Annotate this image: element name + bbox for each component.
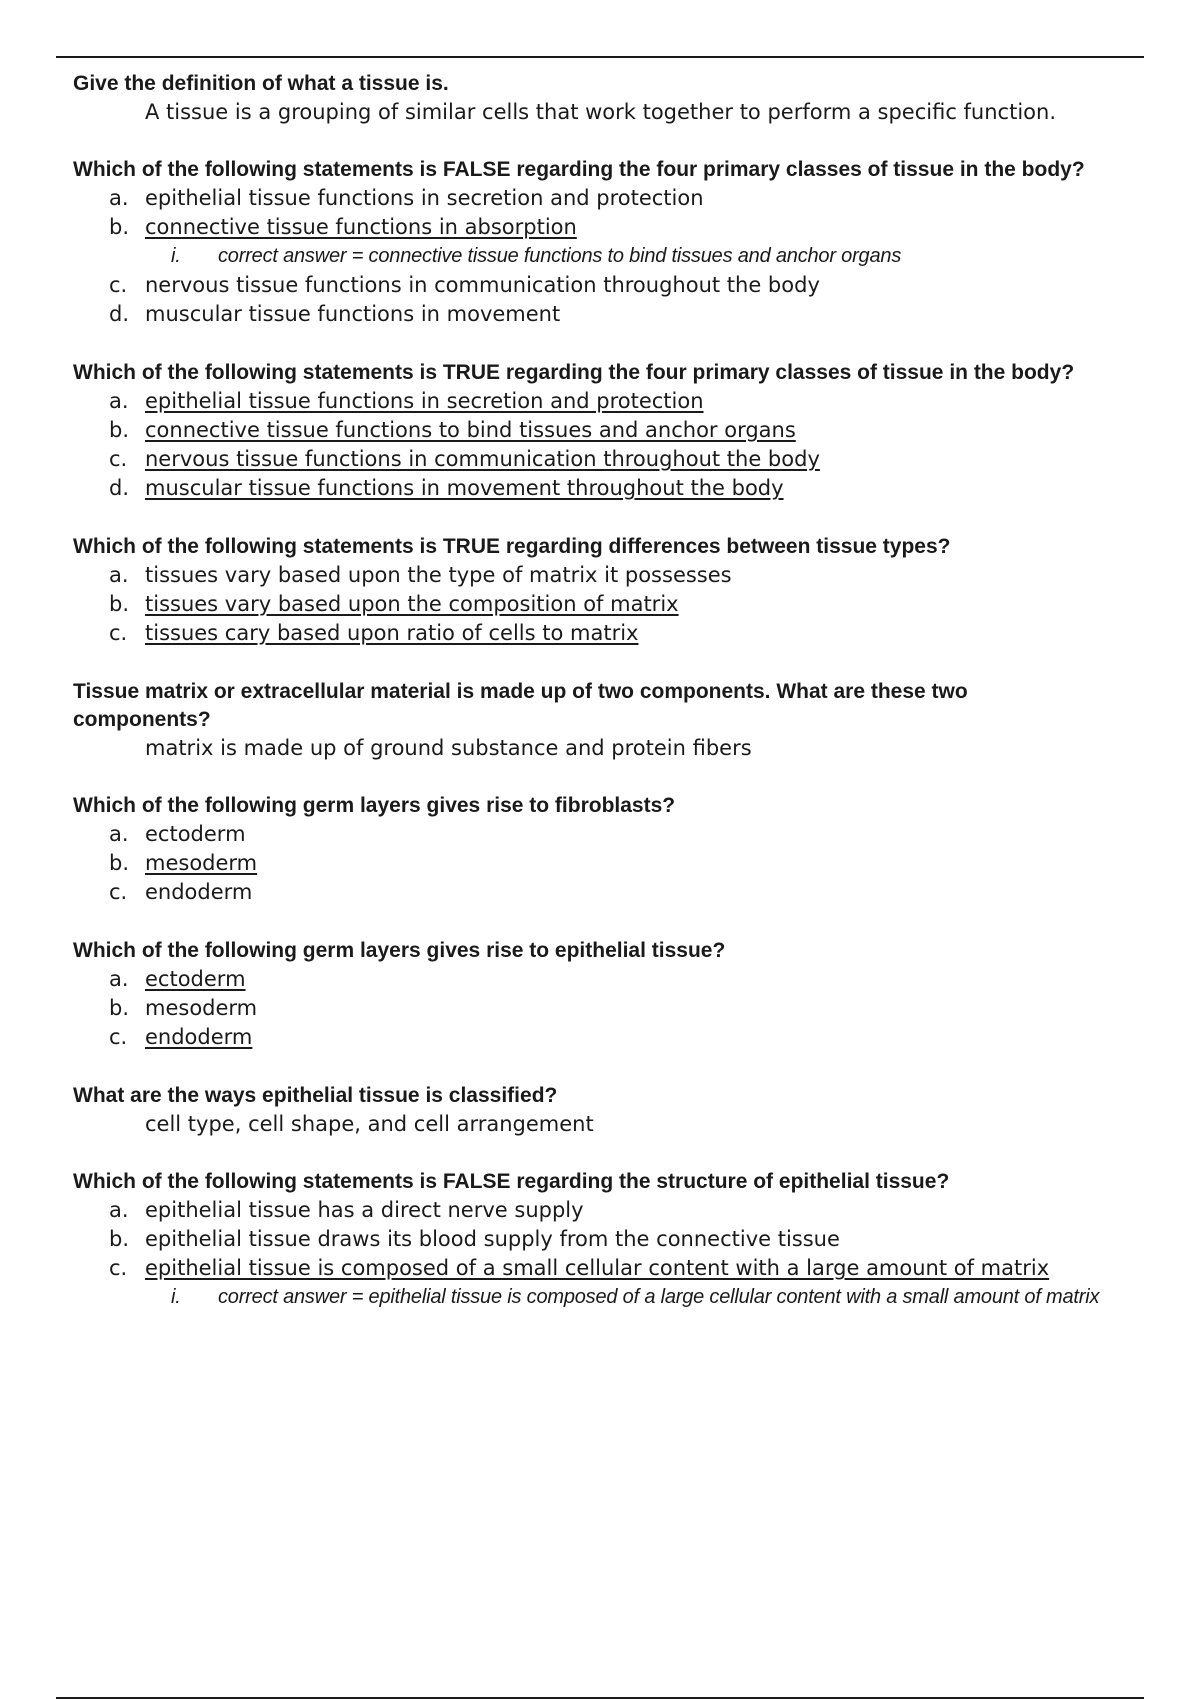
option-label: a.	[109, 563, 129, 587]
option-text: tissues vary based upon the type of matrix it possesses	[145, 563, 732, 587]
option-label: a.	[109, 1198, 129, 1222]
option-label: a.	[109, 967, 129, 991]
option-label: d.	[109, 476, 130, 500]
option-text-underlined: nervous tissue functions in communication throughout the body	[145, 447, 820, 471]
question-text: Give the definition of what a tissue is.	[73, 72, 449, 95]
option-text: endoderm	[145, 880, 253, 904]
question-block	[73, 359, 1153, 503]
answer-text: cell type, cell shape, and cell arrangement	[145, 1112, 594, 1136]
option-list	[73, 820, 1153, 907]
question-text: Which of the following statements is TRUE regarding differences between tissue types?	[73, 535, 951, 558]
option-text-underlined: connective tissue functions to bind tissues and anchor organs	[145, 418, 796, 442]
question-block	[73, 1082, 1153, 1138]
option-text: epithelial tissue functions in secretion and protection	[145, 186, 704, 210]
question-block	[73, 937, 1153, 1052]
option-text: nervous tissue functions in communication throughout the body	[145, 273, 820, 297]
option-label: b.	[109, 215, 130, 239]
option-item	[73, 1196, 1153, 1225]
option-item	[73, 590, 1153, 619]
option-text-underlined: tissues vary based upon the composition of matrix	[145, 592, 679, 616]
answer-note	[73, 242, 1153, 271]
option-item	[73, 1023, 1153, 1052]
question-text: What are the ways epithelial tissue is classified?	[73, 1084, 558, 1107]
question-block	[73, 533, 1153, 648]
option-text: muscular tissue functions in movement	[145, 302, 561, 326]
option-text: epithelial tissue has a direct nerve supply	[145, 1198, 584, 1222]
answer-note	[73, 1283, 1200, 1312]
option-label: b.	[109, 592, 130, 616]
answer-text: A tissue is a grouping of similar cells that work together to perform a specific function.	[145, 100, 1056, 124]
note-text: correct answer = connective tissue functions to bind tissues and anchor organs	[218, 245, 902, 267]
question-text: Which of the following germ layers gives rise to fibroblasts?	[73, 794, 676, 817]
question-text: Which of the following statements is FALSE regarding the four primary classes of tissue in the body?	[73, 158, 1085, 181]
option-label: a.	[109, 389, 129, 413]
option-text-underlined: mesoderm	[145, 851, 258, 875]
question-block	[73, 792, 1153, 907]
option-item	[73, 878, 1153, 907]
note-label: i.	[171, 245, 181, 267]
question-text: Which of the following statements is TRUE regarding the four primary classes of tissue in the body?	[73, 361, 1075, 384]
option-item	[73, 561, 1153, 590]
option-label: c.	[109, 621, 128, 645]
option-item	[73, 474, 1153, 503]
option-label: c.	[109, 447, 128, 471]
option-item	[73, 416, 1153, 445]
option-text: ectoderm	[145, 822, 246, 846]
top-divider	[56, 56, 1144, 58]
option-item	[73, 213, 1153, 242]
option-text-underlined: endoderm	[145, 1025, 253, 1049]
option-text-underlined: epithelial tissue functions in secretion and protection	[145, 389, 704, 413]
bottom-divider	[56, 1697, 1144, 1699]
question-block	[73, 678, 1153, 762]
option-text: mesoderm	[145, 996, 258, 1020]
question-text: Which of the following statements is FALSE regarding the structure of epithelial tissue?	[73, 1170, 950, 1193]
option-item	[73, 271, 1153, 300]
note-text: correct answer = epithelial tissue is composed of a large cellular content with a small amount of matrix	[218, 1286, 1100, 1308]
option-label: b.	[109, 418, 130, 442]
option-label: a.	[109, 822, 129, 846]
option-label: c.	[109, 1256, 128, 1280]
option-item	[73, 849, 1153, 878]
option-list	[73, 387, 1153, 503]
option-list	[73, 184, 1153, 329]
option-label: b.	[109, 996, 130, 1020]
note-label: i.	[171, 1286, 181, 1308]
option-label: b.	[109, 1227, 130, 1251]
option-item	[73, 445, 1153, 474]
option-item	[73, 1254, 1153, 1283]
option-list	[73, 1196, 1153, 1312]
option-list	[73, 561, 1153, 648]
option-item	[73, 184, 1153, 213]
option-label: c.	[109, 880, 128, 904]
option-item	[73, 619, 1153, 648]
answer-text: matrix is made up of ground substance and protein fibers	[145, 736, 752, 760]
option-label: c.	[109, 273, 128, 297]
option-item	[73, 387, 1153, 416]
question-block	[73, 1168, 1153, 1312]
option-label: c.	[109, 1025, 128, 1049]
question-block	[73, 70, 1153, 126]
question-text: Which of the following germ layers gives rise to epithelial tissue?	[73, 939, 726, 962]
document-body	[73, 70, 1153, 1312]
option-item	[73, 300, 1153, 329]
option-item	[73, 820, 1153, 849]
option-item	[73, 1225, 1153, 1254]
option-text-underlined: muscular tissue functions in movement throughout the body	[145, 476, 784, 500]
option-text: epithelial tissue draws its blood supply from the connective tissue	[145, 1227, 840, 1251]
question-block	[73, 156, 1153, 329]
option-item	[73, 994, 1153, 1023]
option-text-underlined: connective tissue functions in absorption	[145, 215, 577, 239]
option-text-underlined: epithelial tissue is composed of a small cellular content with a large amount of matrix	[145, 1256, 1050, 1280]
option-text-underlined: tissues cary based upon ratio of cells to matrix	[145, 621, 639, 645]
option-text-underlined: ectoderm	[145, 967, 246, 991]
option-label: a.	[109, 186, 129, 210]
option-item	[73, 965, 1153, 994]
question-text: Tissue matrix or extracellular material is made up of two components. What are these two components?	[73, 680, 968, 731]
option-label: b.	[109, 851, 130, 875]
option-list	[73, 965, 1153, 1052]
option-label: d.	[109, 302, 130, 326]
